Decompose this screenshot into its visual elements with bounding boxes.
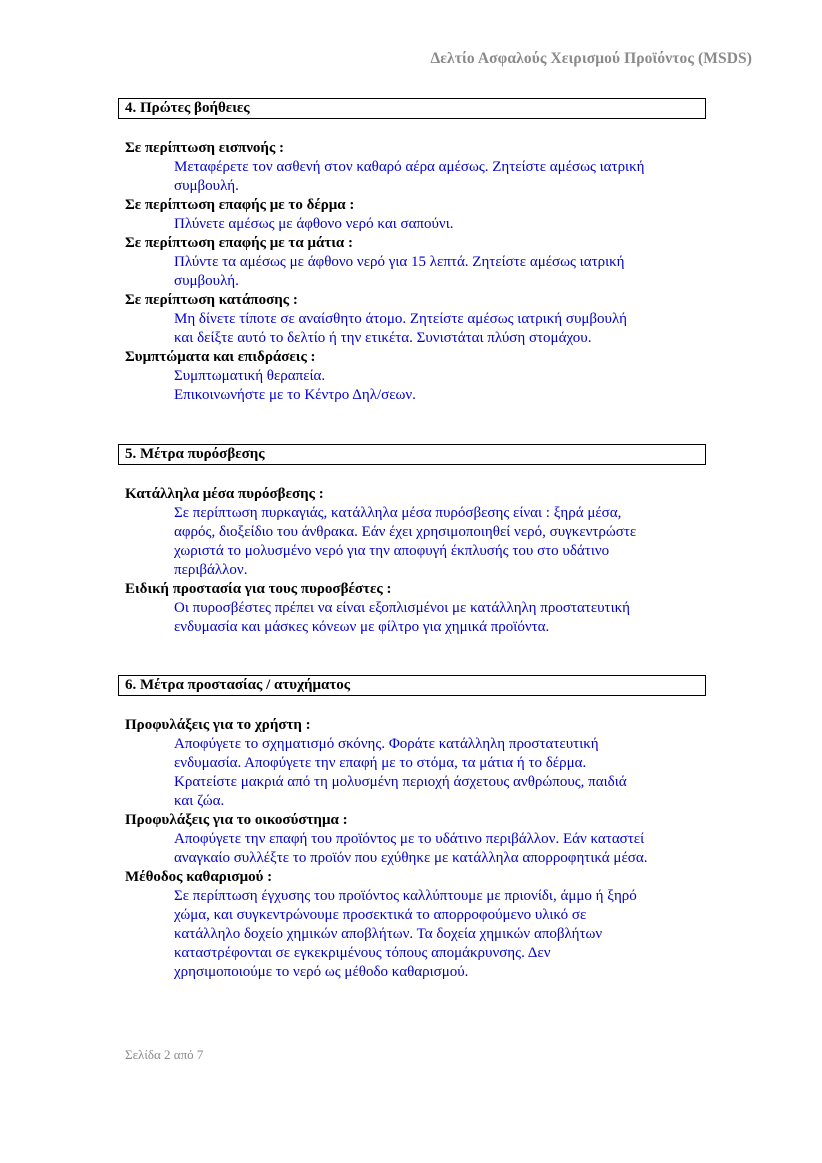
text-line: χρησιμοποιούμε το νερό ως μέθοδο καθαρισμού. [174, 964, 469, 980]
section-body [125, 139, 706, 405]
text-line: Σε περίπτωση έγχυσης του προϊόντος καλλύπτουμε με πριονίδι, άμμο ή ξηρό [174, 888, 637, 904]
text-line: καταστρέφονται σε εγκεκριμένους τόπους απομάκρυνσης. Δεν [174, 945, 551, 961]
text-line: Σε περίπτωση πυρκαγιάς, κατάλληλα μέσα πυρόσβεσης είναι : ξηρά μέσα, [174, 505, 622, 521]
text-line: Μεταφέρετε τον ασθενή στον καθαρό αέρα αμέσως. Ζητείστε αμέσως ιατρική [174, 159, 645, 175]
section-body [125, 485, 706, 637]
text-line: χώμα, και συγκεντρώνουμε προσεκτικά το απορροφούμενο υλικό σε [174, 907, 587, 923]
item-text [174, 158, 706, 196]
section-heading: 4. Πρώτες βοήθειες [118, 98, 706, 119]
page-number: Σελίδα 2 από 7 [125, 1047, 204, 1062]
text-line: συμβουλή. [174, 178, 239, 194]
item-label: Σε περίπτωση επαφής με το δέρμα : [125, 197, 355, 213]
item-environmental-precautions [125, 811, 706, 868]
item-text [174, 830, 706, 868]
text-line: Συμπτωματική θεραπεία. [174, 368, 326, 384]
item-text [174, 215, 706, 234]
item-label: Προφυλάξεις για το οικοσύστημα : [125, 812, 348, 828]
item-text [174, 367, 706, 405]
item-text [174, 599, 706, 637]
item-ingestion [125, 291, 706, 348]
section-firefighting [118, 444, 706, 637]
item-label: Προφυλάξεις για το χρήστη : [125, 717, 311, 733]
text-line: και ζώα. [174, 793, 225, 809]
item-label: Ειδική προστασία για τους πυροσβέστες : [125, 581, 392, 597]
item-label: Σε περίπτωση εισπνοής : [125, 140, 285, 156]
text-line: Οι πυροσβέστες πρέπει να είναι εξοπλισμένοι με κατάλληλη προστατευτική [174, 600, 631, 616]
text-line: χωριστά το μολυσμένο νερό για την αποφυγή έκπλυσής του στο υδάτινο [174, 543, 610, 559]
item-eye-contact [125, 234, 706, 291]
text-line: και δείξτε αυτό το δελτίο ή την ετικέτα. Συνιστάται πλύση στομάχου. [174, 330, 592, 346]
item-extinguishing-media [125, 485, 706, 580]
item-label: Σε περίπτωση επαφής με τα μάτια : [125, 235, 354, 251]
section-accidental-release [118, 675, 706, 982]
item-cleanup-method [125, 868, 706, 982]
item-label: Συμπτώματα και επιδράσεις : [125, 349, 316, 365]
item-text [174, 735, 706, 811]
section-body [125, 716, 706, 982]
item-symptoms [125, 348, 706, 405]
item-text [174, 310, 706, 348]
item-label: Μέθοδος καθαρισμού : [125, 869, 273, 885]
item-inhalation [125, 139, 706, 196]
item-user-precautions [125, 716, 706, 811]
item-label: Σε περίπτωση κατάποσης : [125, 292, 298, 308]
text-line: αναγκαίο συλλέξτε το προϊόν που εχύθηκε με κατάλληλα απορροφητικά μέσα. [174, 850, 648, 866]
section-first-aid [118, 98, 706, 405]
text-line: αφρός, διοξείδιο του άνθρακα. Εάν έχει χρησιμοποιηθεί νερό, συγκεντρώστε [174, 524, 637, 540]
text-line: περιβάλλον. [174, 562, 248, 578]
document-title: Δελτίο Ασφαλούς Χειρισμού Προϊόντος (MSDS) [430, 50, 752, 67]
item-skin-contact [125, 196, 706, 234]
text-line: Αποφύγετε το σχηματισμό σκόνης. Φοράτε κατάλληλη προστατευτική [174, 736, 599, 752]
section-heading: 6. Μέτρα προστασίας / ατυχήματος [118, 675, 706, 696]
text-line: κατάλληλο δοχείο χημικών αποβλήτων. Τα δοχεία χημικών αποβλήτων [174, 926, 603, 942]
item-text [174, 504, 706, 580]
text-line: συμβουλή. [174, 273, 239, 289]
item-label: Κατάλληλα μέσα πυρόσβεσης : [125, 486, 324, 502]
item-text [174, 253, 706, 291]
text-line: Πλύντε τα αμέσως με άφθονο νερό για 15 λεπτά. Ζητείστε αμέσως ιατρική [174, 254, 625, 270]
text-line: Πλύνετε αμέσως με άφθονο νερό και σαπούνι. [174, 216, 454, 232]
text-line: Κρατείστε μακριά από τη μολυσμένη περιοχή άσχετους ανθρώπους, παιδιά [174, 774, 627, 790]
item-text [174, 887, 706, 982]
text-line: Μη δίνετε τίποτε σε αναίσθητο άτομο. Ζητείστε αμέσως ιατρική συμβουλή [174, 311, 627, 327]
text-line: Αποφύγετε την επαφή του προϊόντος με το υδάτινο περιβάλλον. Εάν καταστεί [174, 831, 645, 847]
text-line: ενδυμασία. Αποφύγετε την επαφή με το στόμα, τα μάτια ή το δέρμα. [174, 755, 587, 771]
text-line: ενδυμασία και μάσκες κόνεων με φίλτρο για χημικά προϊόντα. [174, 619, 550, 635]
section-heading: 5. Μέτρα πυρόσβεσης [118, 444, 706, 465]
item-firefighter-protection [125, 580, 706, 637]
text-line: Επικοινωνήστε με το Κέντρο Δηλ/σεων. [174, 387, 416, 403]
